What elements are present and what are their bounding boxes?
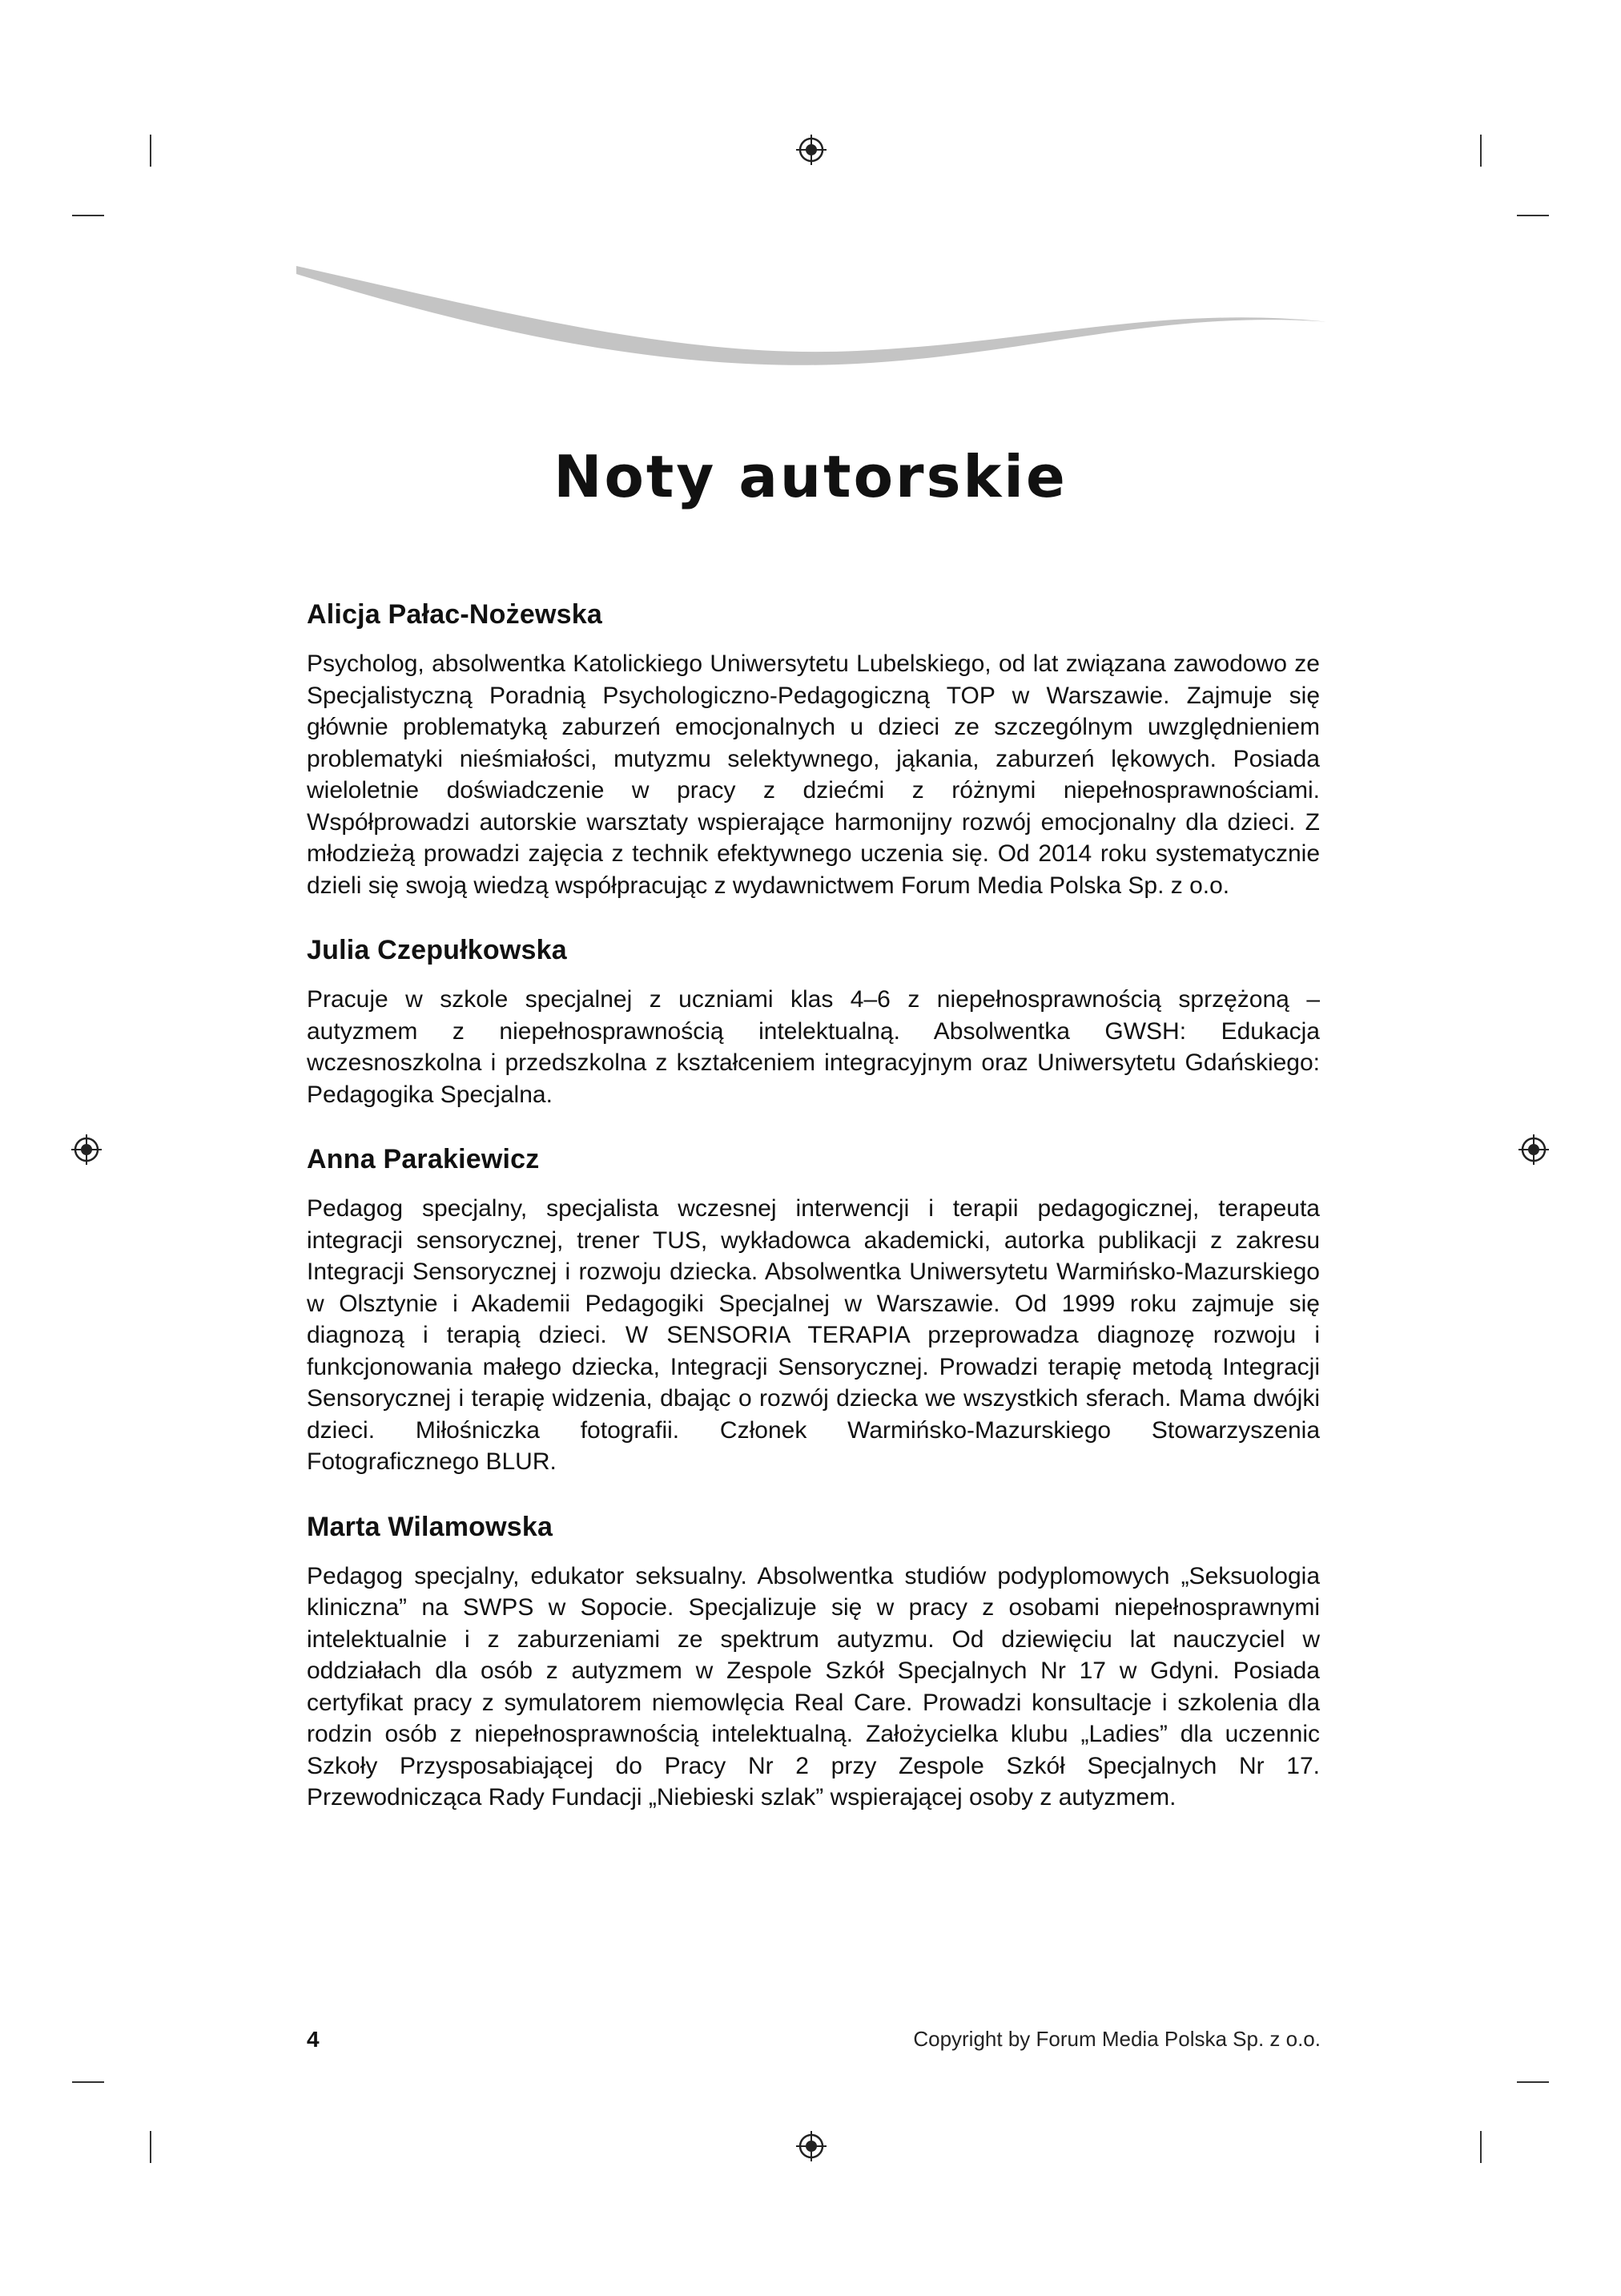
author-name: Anna Parakiewicz xyxy=(307,1144,540,1174)
author-section xyxy=(307,1144,1320,1478)
author-name: Alicja Pałac-Nożewska xyxy=(307,599,602,630)
crop-mark-bottom-right xyxy=(1480,2131,1482,2163)
author-name: Julia Czepułkowska xyxy=(307,935,567,965)
author-section xyxy=(307,1512,1320,1814)
author-notes xyxy=(307,599,1320,1847)
author-bio: Pedagog specjalny, specjalista wczesnej interwencji i terapii pedagogicznej, terapeuta integracji sensorycznej, trener TUS, wykładowca akademicki, autorka publikacji z zakresu Integracji Sensorycznej i rozwoju dziecka. Absolwentka Uniwersytetu Warmińsko-Mazurskiego w Olsztynie i Akademii Pedagogiki Specjalnej w Warszawie. Od 1999 roku zajmuje się diagnozą i terapią dzieci. W SENSORIA TERAPIA przeprowadza diagnozę rozwoju i funkcjonowania małego dziecka, Integracji Sensorycznej. Prowadzi terapię metodą Integracji Sensorycznej i terapię widzenia, dbając o rozwój dziecka we wszystkich sferach. Mama dwójki dzieci. Miłośniczka fotografii. Członek Warmińsko-Mazurskiego Stowarzyszenia Fotograficznego BLUR. xyxy=(307,1195,1320,1475)
crop-mark-top-right-horizontal xyxy=(1517,215,1549,216)
author-bio: Psycholog, absolwentka Katolickiego Uniwersytetu Lubelskiego, od lat związana zawodowo ze Specjalistyczną Poradnią Psychologiczno-Pedagogiczną TOP w Warszawie. Zajmuje się głównie problematyką zaburzeń emocjonalnych u dzieci ze szczególnym uwzględnieniem problematyki nieśmiałości, mutyzmu selektywnego, jąkania, zaburzeń lękowych. Posiada wieloletnie doświadczenie w pracy z dziećmi z różnymi niepełnosprawnościami. Współprowadzi autorskie warsztaty wspierające harmonijny rozwój emocjonalny dla dzieci. Z młodzieżą prowadzi zajęcia z technik efektywnego uczenia się. Od 2014 roku systematycznie dzieli się swoją wiedzą współpracując z wydawnictwem Forum Media Polska Sp. z o.o. xyxy=(307,651,1320,899)
author-section xyxy=(307,599,1320,901)
author-bio: Pracuje w szkole specjalnej z uczniami klas 4–6 z niepełnosprawnością sprzężoną – autyzmem z niepełnosprawnością intelektualną. Absolwentka GWSH: Edukacja wczesnoszkolna i przedszkolna z kształceniem integracyjnym oraz Uniwersytetu Gdańskiego: Pedagogika Specjalna. xyxy=(307,986,1320,1108)
registration-mark-left-icon xyxy=(71,1134,102,1165)
author-bio: Pedagog specjalny, edukator seksualny. Absolwentka studiów podyplomowych „Seksuologia kliniczna” na SWPS w Sopocie. Specjalizuje się w pracy z osobami niepełnosprawnymi intelektualnie i z zaburzeniami ze spektrum autyzmu. Od dziewięciu lat nauczyciel w oddziałach dla osób z autyzmem w Zespole Szkół Specjalnych Nr 17 w Gdyni. Posiada certyfikat pracy z symulatorem niemowlęcia Real Care. Prowadzi konsultacje i szkolenia dla rodzin osób z niepełnosprawnością intelektualną. Założycielka klubu „Ladies” dla uczennic Szkoły Przysposabiającej do Pracy Nr 2 przy Zespole Szkół Specjalnych Nr 17. Przewodnicząca Rady Fundacji „Niebieski szlak” wspierającej osoby z autyzmem. xyxy=(307,1562,1320,1811)
crop-mark-top-left xyxy=(150,135,151,167)
page-number: 4 xyxy=(307,2027,320,2052)
author-name: Marta Wilamowska xyxy=(307,1511,553,1542)
crop-mark-top-left-horizontal xyxy=(72,215,104,216)
crop-mark-bottom-left xyxy=(150,2131,151,2163)
page-title: Noty autorskie xyxy=(553,443,1068,511)
copyright-notice: Copyright by Forum Media Polska Sp. z o.o. xyxy=(913,2027,1321,2051)
crop-mark-bottom-left-horizontal xyxy=(72,2081,104,2083)
registration-mark-bottom-icon xyxy=(796,2131,827,2161)
author-section xyxy=(307,935,1320,1110)
decorative-swoosh xyxy=(296,256,1329,369)
registration-mark-right-icon xyxy=(1518,1134,1549,1165)
crop-mark-bottom-right-horizontal xyxy=(1517,2081,1549,2083)
crop-mark-top-right xyxy=(1480,135,1482,167)
registration-mark-top-icon xyxy=(796,135,827,165)
